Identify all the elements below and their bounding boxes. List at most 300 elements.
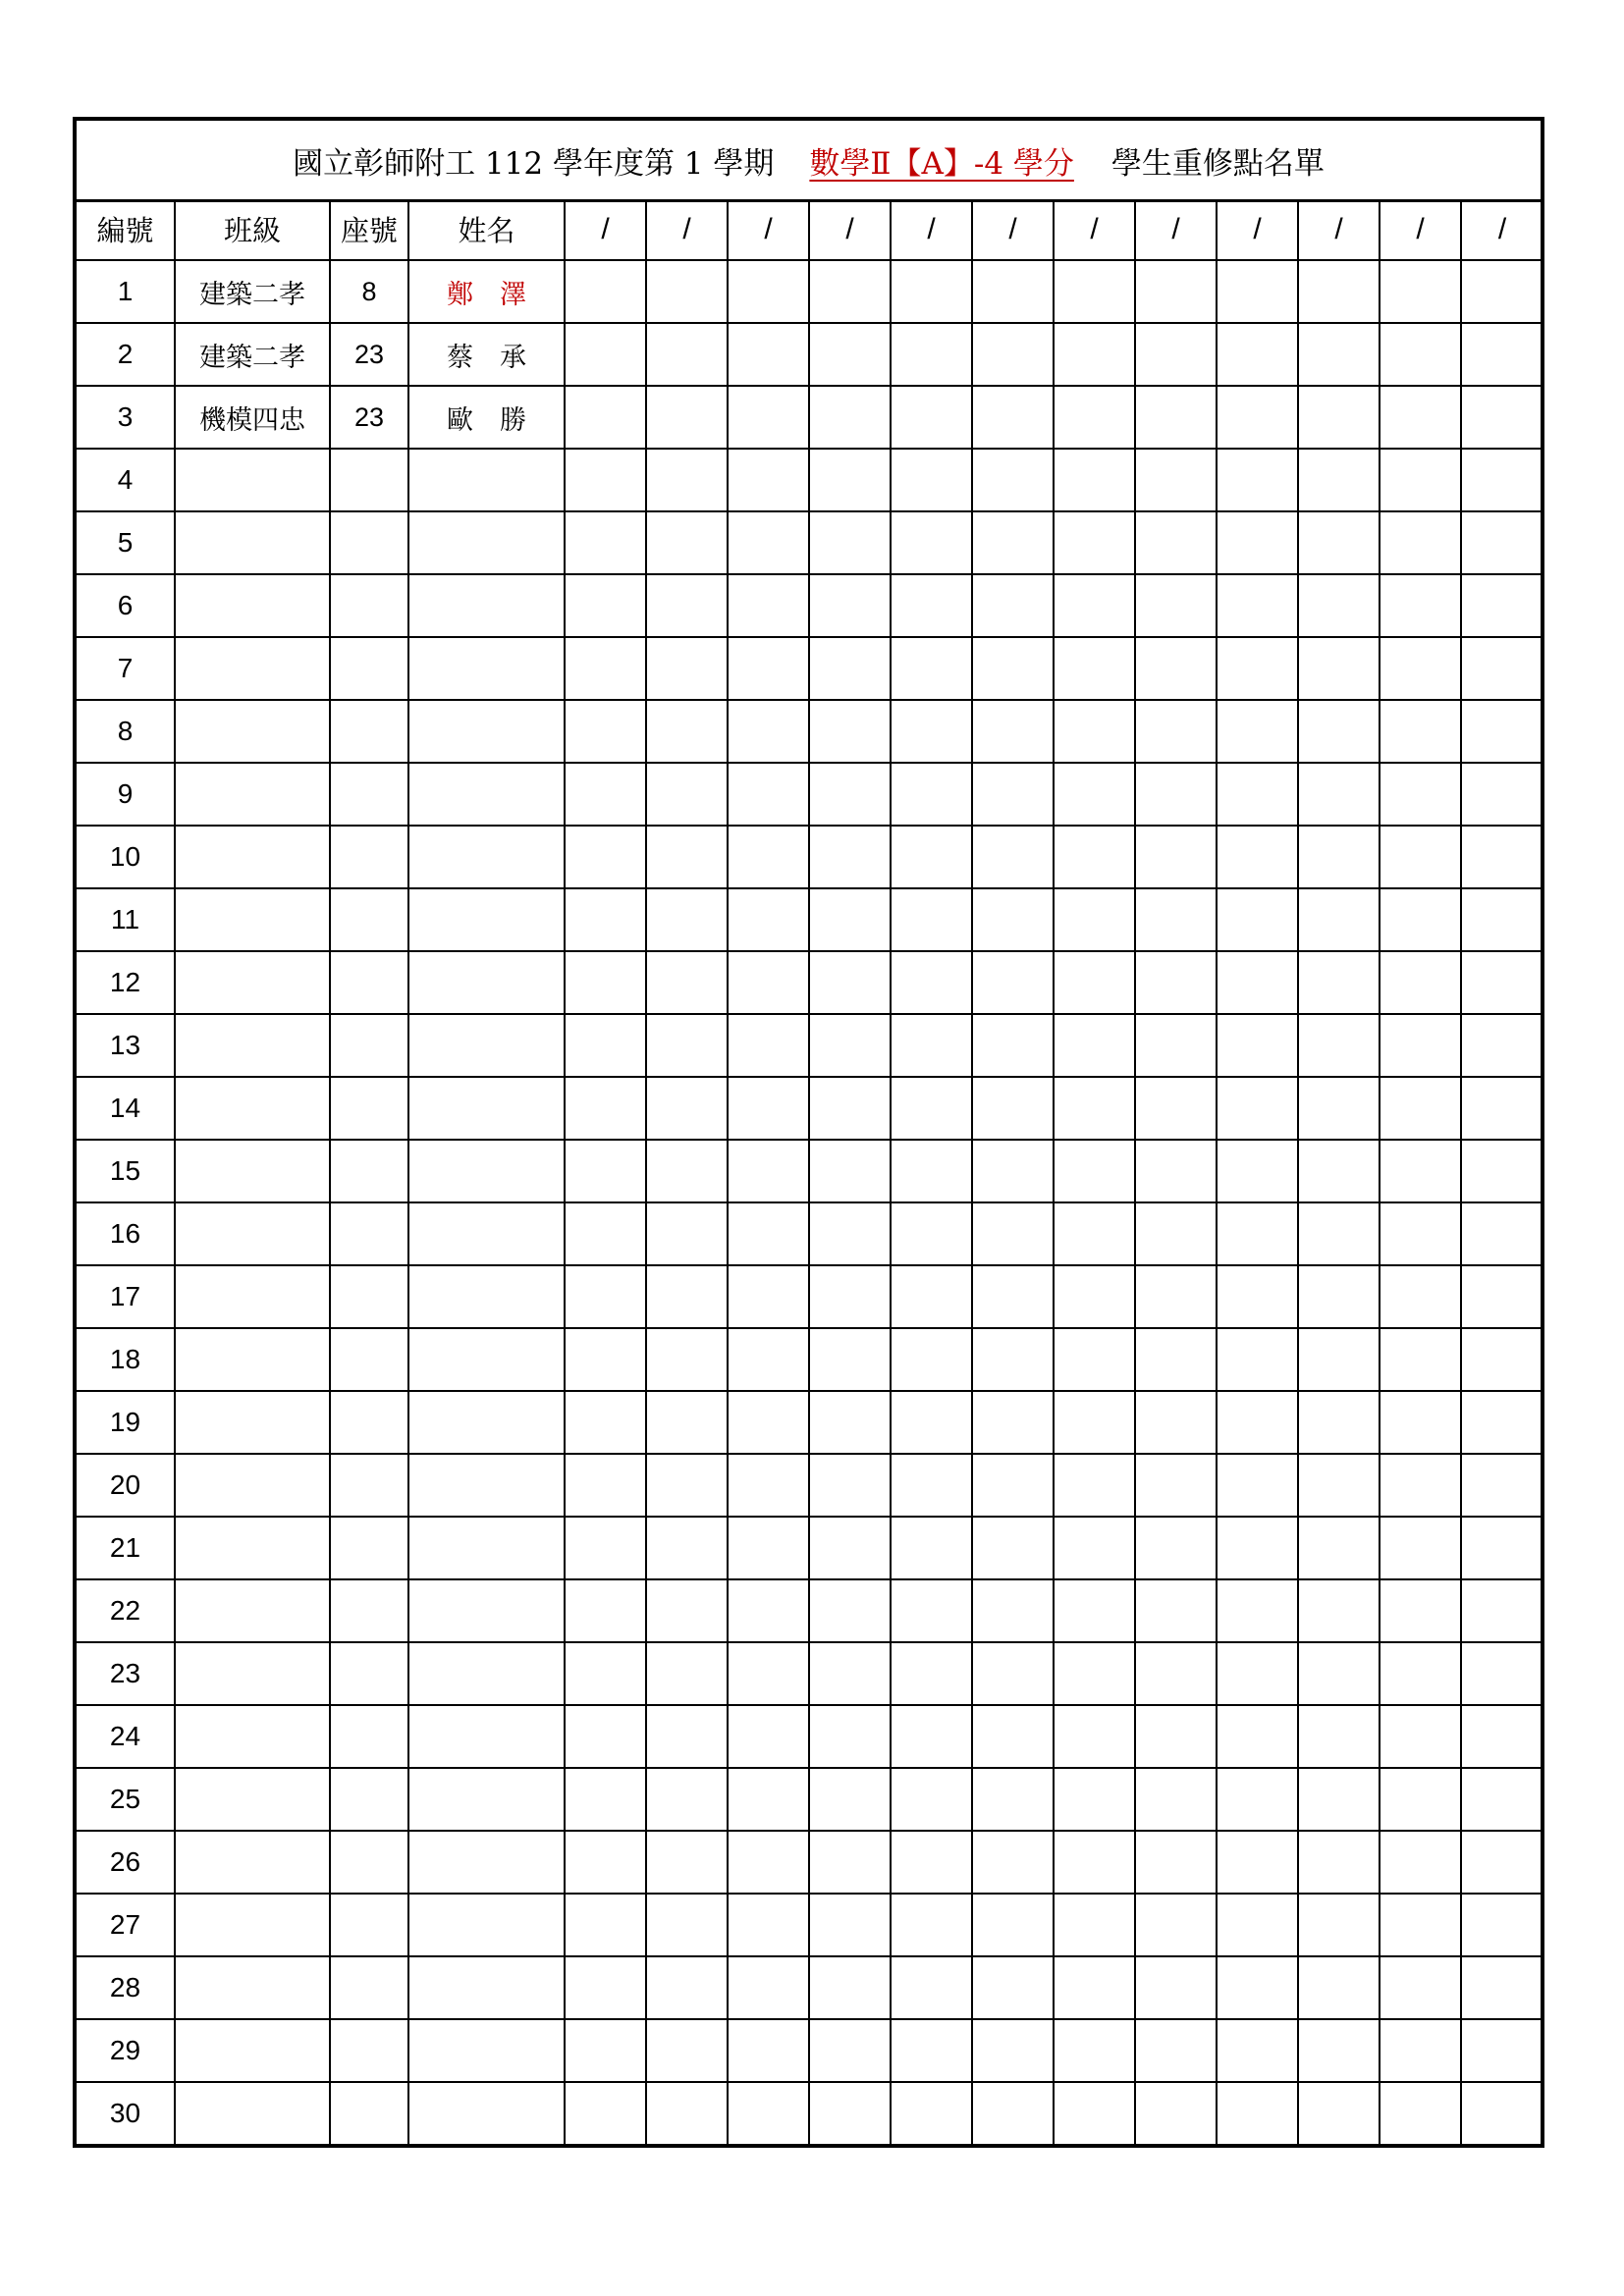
attendance-cell[interactable] bbox=[891, 1014, 972, 1077]
attendance-cell[interactable] bbox=[1461, 1831, 1543, 1894]
attendance-cell[interactable] bbox=[1135, 1642, 1217, 1705]
attendance-cell[interactable] bbox=[972, 951, 1054, 1014]
attendance-cell[interactable] bbox=[1217, 1705, 1298, 1768]
attendance-cell[interactable] bbox=[1298, 1517, 1380, 1579]
attendance-cell[interactable] bbox=[646, 1956, 728, 2019]
attendance-cell[interactable] bbox=[1380, 1140, 1461, 1202]
attendance-cell[interactable] bbox=[565, 826, 646, 888]
attendance-cell[interactable] bbox=[1380, 1894, 1461, 1956]
attendance-cell[interactable] bbox=[728, 386, 809, 449]
attendance-cell[interactable] bbox=[891, 1956, 972, 2019]
attendance-cell[interactable] bbox=[809, 1014, 891, 1077]
attendance-cell[interactable] bbox=[1054, 1328, 1135, 1391]
attendance-cell[interactable] bbox=[646, 2019, 728, 2082]
attendance-cell[interactable] bbox=[728, 1328, 809, 1391]
attendance-cell[interactable] bbox=[646, 637, 728, 700]
attendance-cell[interactable] bbox=[1298, 1391, 1380, 1454]
attendance-cell[interactable] bbox=[809, 2019, 891, 2082]
attendance-cell[interactable] bbox=[891, 763, 972, 826]
attendance-cell[interactable] bbox=[728, 1579, 809, 1642]
attendance-cell[interactable] bbox=[1380, 2082, 1461, 2144]
attendance-cell[interactable] bbox=[1380, 511, 1461, 574]
attendance-cell[interactable] bbox=[728, 1391, 809, 1454]
attendance-cell[interactable] bbox=[1461, 826, 1543, 888]
attendance-cell[interactable] bbox=[1054, 700, 1135, 763]
attendance-cell[interactable] bbox=[809, 1454, 891, 1517]
attendance-cell[interactable] bbox=[728, 1454, 809, 1517]
attendance-cell[interactable] bbox=[972, 888, 1054, 951]
attendance-cell[interactable] bbox=[972, 574, 1054, 637]
student-name[interactable] bbox=[408, 1642, 565, 1705]
student-name[interactable] bbox=[408, 1579, 565, 1642]
student-name[interactable] bbox=[408, 1202, 565, 1265]
attendance-cell[interactable] bbox=[1298, 637, 1380, 700]
attendance-cell[interactable] bbox=[891, 574, 972, 637]
attendance-cell[interactable] bbox=[1461, 2019, 1543, 2082]
attendance-cell[interactable] bbox=[646, 1014, 728, 1077]
attendance-cell[interactable] bbox=[1217, 1202, 1298, 1265]
attendance-cell[interactable] bbox=[1054, 1077, 1135, 1140]
attendance-cell[interactable] bbox=[565, 951, 646, 1014]
attendance-cell[interactable] bbox=[1217, 700, 1298, 763]
student-class[interactable] bbox=[175, 1391, 330, 1454]
attendance-cell[interactable] bbox=[1217, 574, 1298, 637]
attendance-cell[interactable] bbox=[891, 1894, 972, 1956]
attendance-cell[interactable] bbox=[1461, 951, 1543, 1014]
student-class[interactable] bbox=[175, 888, 330, 951]
attendance-cell[interactable] bbox=[565, 763, 646, 826]
student-seat[interactable] bbox=[330, 1517, 408, 1579]
attendance-cell[interactable] bbox=[972, 1831, 1054, 1894]
attendance-cell[interactable] bbox=[1461, 1328, 1543, 1391]
attendance-cell[interactable] bbox=[1217, 637, 1298, 700]
attendance-cell[interactable] bbox=[1054, 1579, 1135, 1642]
attendance-cell[interactable] bbox=[809, 951, 891, 1014]
attendance-cell[interactable] bbox=[809, 1894, 891, 1956]
attendance-cell[interactable] bbox=[1135, 449, 1217, 511]
attendance-cell[interactable] bbox=[1054, 449, 1135, 511]
student-seat[interactable] bbox=[330, 1579, 408, 1642]
attendance-cell[interactable] bbox=[1461, 1956, 1543, 2019]
attendance-cell[interactable] bbox=[1380, 323, 1461, 386]
attendance-cell[interactable] bbox=[728, 1642, 809, 1705]
attendance-cell[interactable] bbox=[1461, 888, 1543, 951]
student-name[interactable] bbox=[408, 1454, 565, 1517]
student-class[interactable] bbox=[175, 1140, 330, 1202]
attendance-cell[interactable] bbox=[809, 323, 891, 386]
student-name[interactable] bbox=[408, 826, 565, 888]
attendance-cell[interactable] bbox=[809, 449, 891, 511]
attendance-cell[interactable] bbox=[972, 763, 1054, 826]
attendance-cell[interactable] bbox=[1380, 637, 1461, 700]
attendance-cell[interactable] bbox=[646, 511, 728, 574]
attendance-cell[interactable] bbox=[972, 1894, 1054, 1956]
attendance-cell[interactable] bbox=[1298, 323, 1380, 386]
attendance-cell[interactable] bbox=[1054, 1140, 1135, 1202]
student-name[interactable] bbox=[408, 888, 565, 951]
student-name[interactable] bbox=[408, 1831, 565, 1894]
attendance-cell[interactable] bbox=[809, 1202, 891, 1265]
student-name[interactable] bbox=[408, 1956, 565, 2019]
attendance-cell[interactable] bbox=[1461, 2082, 1543, 2144]
student-class[interactable] bbox=[175, 1014, 330, 1077]
attendance-cell[interactable] bbox=[972, 2019, 1054, 2082]
attendance-cell[interactable] bbox=[1217, 1265, 1298, 1328]
student-class[interactable] bbox=[175, 826, 330, 888]
attendance-cell[interactable] bbox=[1054, 637, 1135, 700]
attendance-cell[interactable] bbox=[972, 1705, 1054, 1768]
student-seat[interactable] bbox=[330, 1391, 408, 1454]
attendance-cell[interactable] bbox=[646, 386, 728, 449]
attendance-cell[interactable] bbox=[1217, 1328, 1298, 1391]
attendance-cell[interactable] bbox=[1380, 1705, 1461, 1768]
attendance-cell[interactable] bbox=[728, 2082, 809, 2144]
attendance-cell[interactable] bbox=[1380, 2019, 1461, 2082]
attendance-cell[interactable] bbox=[728, 574, 809, 637]
student-seat[interactable] bbox=[330, 1894, 408, 1956]
attendance-cell[interactable] bbox=[1380, 1579, 1461, 1642]
attendance-cell[interactable] bbox=[1298, 1014, 1380, 1077]
attendance-cell[interactable] bbox=[1135, 1140, 1217, 1202]
student-name[interactable] bbox=[408, 2082, 565, 2144]
attendance-cell[interactable] bbox=[891, 700, 972, 763]
attendance-cell[interactable] bbox=[565, 260, 646, 323]
student-name[interactable] bbox=[408, 1768, 565, 1831]
attendance-cell[interactable] bbox=[1298, 1642, 1380, 1705]
attendance-cell[interactable] bbox=[809, 888, 891, 951]
attendance-cell[interactable] bbox=[728, 1202, 809, 1265]
attendance-cell[interactable] bbox=[972, 2082, 1054, 2144]
attendance-cell[interactable] bbox=[1298, 386, 1380, 449]
student-class[interactable] bbox=[175, 511, 330, 574]
attendance-cell[interactable] bbox=[972, 1579, 1054, 1642]
attendance-cell[interactable] bbox=[646, 1768, 728, 1831]
attendance-cell[interactable] bbox=[646, 323, 728, 386]
attendance-cell[interactable] bbox=[646, 826, 728, 888]
attendance-cell[interactable] bbox=[565, 1014, 646, 1077]
attendance-cell[interactable] bbox=[1298, 1265, 1380, 1328]
attendance-cell[interactable] bbox=[565, 1831, 646, 1894]
attendance-cell[interactable] bbox=[1461, 763, 1543, 826]
attendance-cell[interactable] bbox=[1461, 1768, 1543, 1831]
student-seat[interactable] bbox=[330, 1454, 408, 1517]
attendance-cell[interactable] bbox=[891, 323, 972, 386]
attendance-cell[interactable] bbox=[646, 1202, 728, 1265]
attendance-cell[interactable] bbox=[1461, 700, 1543, 763]
attendance-cell[interactable] bbox=[565, 1705, 646, 1768]
attendance-cell[interactable] bbox=[646, 1077, 728, 1140]
attendance-cell[interactable] bbox=[565, 511, 646, 574]
attendance-cell[interactable] bbox=[728, 1265, 809, 1328]
student-name[interactable] bbox=[408, 1391, 565, 1454]
attendance-cell[interactable] bbox=[1054, 323, 1135, 386]
attendance-cell[interactable] bbox=[1298, 1894, 1380, 1956]
attendance-cell[interactable] bbox=[1461, 637, 1543, 700]
attendance-cell[interactable] bbox=[728, 1517, 809, 1579]
attendance-cell[interactable] bbox=[728, 763, 809, 826]
attendance-cell[interactable] bbox=[1054, 1454, 1135, 1517]
student-class[interactable] bbox=[175, 449, 330, 511]
attendance-cell[interactable] bbox=[1054, 511, 1135, 574]
attendance-cell[interactable] bbox=[1054, 1202, 1135, 1265]
attendance-cell[interactable] bbox=[1217, 951, 1298, 1014]
attendance-cell[interactable] bbox=[809, 1579, 891, 1642]
attendance-cell[interactable] bbox=[972, 1328, 1054, 1391]
attendance-cell[interactable] bbox=[1054, 1265, 1135, 1328]
attendance-cell[interactable] bbox=[728, 826, 809, 888]
attendance-cell[interactable] bbox=[809, 1705, 891, 1768]
attendance-cell[interactable] bbox=[809, 2082, 891, 2144]
attendance-cell[interactable] bbox=[565, 2082, 646, 2144]
attendance-cell[interactable] bbox=[1135, 260, 1217, 323]
attendance-cell[interactable] bbox=[1461, 1140, 1543, 1202]
attendance-cell[interactable] bbox=[1380, 826, 1461, 888]
attendance-cell[interactable] bbox=[646, 1642, 728, 1705]
attendance-cell[interactable] bbox=[1054, 826, 1135, 888]
attendance-cell[interactable] bbox=[1217, 1014, 1298, 1077]
attendance-cell[interactable] bbox=[565, 574, 646, 637]
attendance-cell[interactable] bbox=[1298, 1831, 1380, 1894]
attendance-cell[interactable] bbox=[1461, 1202, 1543, 1265]
attendance-cell[interactable] bbox=[809, 1768, 891, 1831]
student-seat[interactable] bbox=[330, 1265, 408, 1328]
attendance-cell[interactable] bbox=[972, 1391, 1054, 1454]
student-seat[interactable] bbox=[330, 1831, 408, 1894]
student-seat[interactable] bbox=[330, 1328, 408, 1391]
attendance-cell[interactable] bbox=[646, 763, 728, 826]
attendance-cell[interactable] bbox=[972, 1642, 1054, 1705]
attendance-cell[interactable] bbox=[891, 386, 972, 449]
student-name[interactable] bbox=[408, 637, 565, 700]
attendance-cell[interactable] bbox=[728, 511, 809, 574]
student-seat[interactable] bbox=[330, 2019, 408, 2082]
student-class[interactable] bbox=[175, 637, 330, 700]
attendance-cell[interactable] bbox=[565, 1894, 646, 1956]
attendance-cell[interactable] bbox=[1298, 2019, 1380, 2082]
attendance-cell[interactable] bbox=[891, 1202, 972, 1265]
attendance-cell[interactable] bbox=[1298, 1454, 1380, 1517]
attendance-cell[interactable] bbox=[1054, 888, 1135, 951]
attendance-cell[interactable] bbox=[1380, 260, 1461, 323]
attendance-cell[interactable] bbox=[891, 260, 972, 323]
attendance-cell[interactable] bbox=[891, 1642, 972, 1705]
attendance-cell[interactable] bbox=[809, 1391, 891, 1454]
attendance-cell[interactable] bbox=[1298, 951, 1380, 1014]
attendance-cell[interactable] bbox=[646, 1894, 728, 1956]
attendance-cell[interactable] bbox=[565, 1768, 646, 1831]
student-seat[interactable] bbox=[330, 700, 408, 763]
attendance-cell[interactable] bbox=[1054, 1831, 1135, 1894]
attendance-cell[interactable] bbox=[565, 1140, 646, 1202]
attendance-cell[interactable] bbox=[1135, 1014, 1217, 1077]
attendance-cell[interactable] bbox=[972, 1077, 1054, 1140]
attendance-cell[interactable] bbox=[1135, 1517, 1217, 1579]
attendance-cell[interactable] bbox=[891, 1768, 972, 1831]
attendance-cell[interactable] bbox=[1054, 1517, 1135, 1579]
attendance-cell[interactable] bbox=[1298, 2082, 1380, 2144]
attendance-cell[interactable] bbox=[1461, 1454, 1543, 1517]
student-seat[interactable] bbox=[330, 574, 408, 637]
student-class[interactable] bbox=[175, 1642, 330, 1705]
attendance-cell[interactable] bbox=[728, 1894, 809, 1956]
attendance-cell[interactable] bbox=[1054, 1705, 1135, 1768]
attendance-cell[interactable] bbox=[809, 386, 891, 449]
attendance-cell[interactable] bbox=[565, 1956, 646, 2019]
attendance-cell[interactable] bbox=[728, 1768, 809, 1831]
attendance-cell[interactable] bbox=[1054, 2082, 1135, 2144]
attendance-cell[interactable] bbox=[891, 1391, 972, 1454]
attendance-cell[interactable] bbox=[1380, 1517, 1461, 1579]
attendance-cell[interactable] bbox=[1135, 1768, 1217, 1831]
attendance-cell[interactable] bbox=[1380, 700, 1461, 763]
attendance-cell[interactable] bbox=[809, 1265, 891, 1328]
student-name[interactable] bbox=[408, 2019, 565, 2082]
attendance-cell[interactable] bbox=[972, 1768, 1054, 1831]
attendance-cell[interactable] bbox=[972, 637, 1054, 700]
attendance-cell[interactable] bbox=[809, 637, 891, 700]
attendance-cell[interactable] bbox=[1380, 1391, 1461, 1454]
student-class[interactable] bbox=[175, 574, 330, 637]
student-name[interactable] bbox=[408, 511, 565, 574]
attendance-cell[interactable] bbox=[565, 1391, 646, 1454]
attendance-cell[interactable] bbox=[1298, 1705, 1380, 1768]
student-seat[interactable] bbox=[330, 826, 408, 888]
attendance-cell[interactable] bbox=[1135, 763, 1217, 826]
attendance-cell[interactable] bbox=[1217, 2082, 1298, 2144]
attendance-cell[interactable] bbox=[1461, 1265, 1543, 1328]
attendance-cell[interactable] bbox=[565, 449, 646, 511]
attendance-cell[interactable] bbox=[646, 700, 728, 763]
attendance-cell[interactable] bbox=[565, 2019, 646, 2082]
attendance-cell[interactable] bbox=[646, 260, 728, 323]
attendance-cell[interactable] bbox=[565, 386, 646, 449]
attendance-cell[interactable] bbox=[565, 1517, 646, 1579]
attendance-cell[interactable] bbox=[891, 2082, 972, 2144]
student-name[interactable] bbox=[408, 1517, 565, 1579]
attendance-cell[interactable] bbox=[646, 449, 728, 511]
attendance-cell[interactable] bbox=[1298, 1328, 1380, 1391]
attendance-cell[interactable] bbox=[1217, 1831, 1298, 1894]
attendance-cell[interactable] bbox=[809, 260, 891, 323]
attendance-cell[interactable] bbox=[1461, 386, 1543, 449]
attendance-cell[interactable] bbox=[728, 700, 809, 763]
attendance-cell[interactable] bbox=[1217, 323, 1298, 386]
attendance-cell[interactable] bbox=[728, 323, 809, 386]
attendance-cell[interactable] bbox=[891, 888, 972, 951]
attendance-cell[interactable] bbox=[1135, 1894, 1217, 1956]
attendance-cell[interactable] bbox=[646, 1579, 728, 1642]
student-name[interactable] bbox=[408, 1140, 565, 1202]
attendance-cell[interactable] bbox=[891, 1328, 972, 1391]
attendance-cell[interactable] bbox=[809, 511, 891, 574]
attendance-cell[interactable] bbox=[1298, 449, 1380, 511]
attendance-cell[interactable] bbox=[1380, 1014, 1461, 1077]
attendance-cell[interactable] bbox=[1217, 1140, 1298, 1202]
attendance-cell[interactable] bbox=[1298, 1077, 1380, 1140]
attendance-cell[interactable] bbox=[1380, 1956, 1461, 2019]
student-seat[interactable] bbox=[330, 511, 408, 574]
attendance-cell[interactable] bbox=[1217, 1579, 1298, 1642]
attendance-cell[interactable] bbox=[1461, 1014, 1543, 1077]
attendance-cell[interactable] bbox=[1461, 511, 1543, 574]
attendance-cell[interactable] bbox=[1461, 574, 1543, 637]
attendance-cell[interactable] bbox=[972, 386, 1054, 449]
student-seat[interactable] bbox=[330, 1140, 408, 1202]
attendance-cell[interactable] bbox=[565, 1077, 646, 1140]
attendance-cell[interactable] bbox=[891, 1077, 972, 1140]
attendance-cell[interactable] bbox=[1217, 2019, 1298, 2082]
attendance-cell[interactable] bbox=[565, 1202, 646, 1265]
attendance-cell[interactable] bbox=[1217, 1077, 1298, 1140]
attendance-cell[interactable] bbox=[646, 1454, 728, 1517]
attendance-cell[interactable] bbox=[565, 700, 646, 763]
attendance-cell[interactable] bbox=[1054, 951, 1135, 1014]
student-seat[interactable] bbox=[330, 449, 408, 511]
attendance-cell[interactable] bbox=[1217, 1894, 1298, 1956]
student-seat[interactable] bbox=[330, 1705, 408, 1768]
attendance-cell[interactable] bbox=[1135, 511, 1217, 574]
attendance-cell[interactable] bbox=[1298, 1768, 1380, 1831]
attendance-cell[interactable] bbox=[646, 1140, 728, 1202]
attendance-cell[interactable] bbox=[1298, 574, 1380, 637]
attendance-cell[interactable] bbox=[1217, 511, 1298, 574]
attendance-cell[interactable] bbox=[646, 574, 728, 637]
attendance-cell[interactable] bbox=[728, 1014, 809, 1077]
attendance-cell[interactable] bbox=[1054, 1642, 1135, 1705]
student-seat[interactable] bbox=[330, 1956, 408, 2019]
attendance-cell[interactable] bbox=[1461, 1642, 1543, 1705]
attendance-cell[interactable] bbox=[1054, 386, 1135, 449]
student-name[interactable] bbox=[408, 1328, 565, 1391]
student-name[interactable] bbox=[408, 1705, 565, 1768]
attendance-cell[interactable] bbox=[1461, 449, 1543, 511]
attendance-cell[interactable] bbox=[1217, 1956, 1298, 2019]
attendance-cell[interactable] bbox=[809, 700, 891, 763]
attendance-cell[interactable] bbox=[972, 1014, 1054, 1077]
attendance-cell[interactable] bbox=[1380, 1454, 1461, 1517]
student-class[interactable] bbox=[175, 1328, 330, 1391]
attendance-cell[interactable] bbox=[646, 1831, 728, 1894]
attendance-cell[interactable] bbox=[972, 826, 1054, 888]
student-class[interactable] bbox=[175, 763, 330, 826]
attendance-cell[interactable] bbox=[646, 888, 728, 951]
attendance-cell[interactable] bbox=[1380, 1265, 1461, 1328]
attendance-cell[interactable] bbox=[728, 1077, 809, 1140]
attendance-cell[interactable] bbox=[565, 1579, 646, 1642]
attendance-cell[interactable] bbox=[972, 1454, 1054, 1517]
attendance-cell[interactable] bbox=[728, 1705, 809, 1768]
attendance-cell[interactable] bbox=[891, 637, 972, 700]
student-name[interactable] bbox=[408, 1894, 565, 1956]
attendance-cell[interactable] bbox=[809, 1956, 891, 2019]
attendance-cell[interactable] bbox=[728, 888, 809, 951]
attendance-cell[interactable] bbox=[1135, 951, 1217, 1014]
student-class[interactable] bbox=[175, 1077, 330, 1140]
student-class[interactable] bbox=[175, 1265, 330, 1328]
attendance-cell[interactable] bbox=[1135, 1831, 1217, 1894]
attendance-cell[interactable] bbox=[1054, 1391, 1135, 1454]
attendance-cell[interactable] bbox=[972, 260, 1054, 323]
attendance-cell[interactable] bbox=[1135, 700, 1217, 763]
attendance-cell[interactable] bbox=[1135, 1265, 1217, 1328]
attendance-cell[interactable] bbox=[1217, 1454, 1298, 1517]
attendance-cell[interactable] bbox=[891, 449, 972, 511]
attendance-cell[interactable] bbox=[1135, 574, 1217, 637]
student-name[interactable] bbox=[408, 951, 565, 1014]
student-class[interactable] bbox=[175, 1454, 330, 1517]
attendance-cell[interactable] bbox=[1217, 1517, 1298, 1579]
attendance-cell[interactable] bbox=[1135, 2019, 1217, 2082]
